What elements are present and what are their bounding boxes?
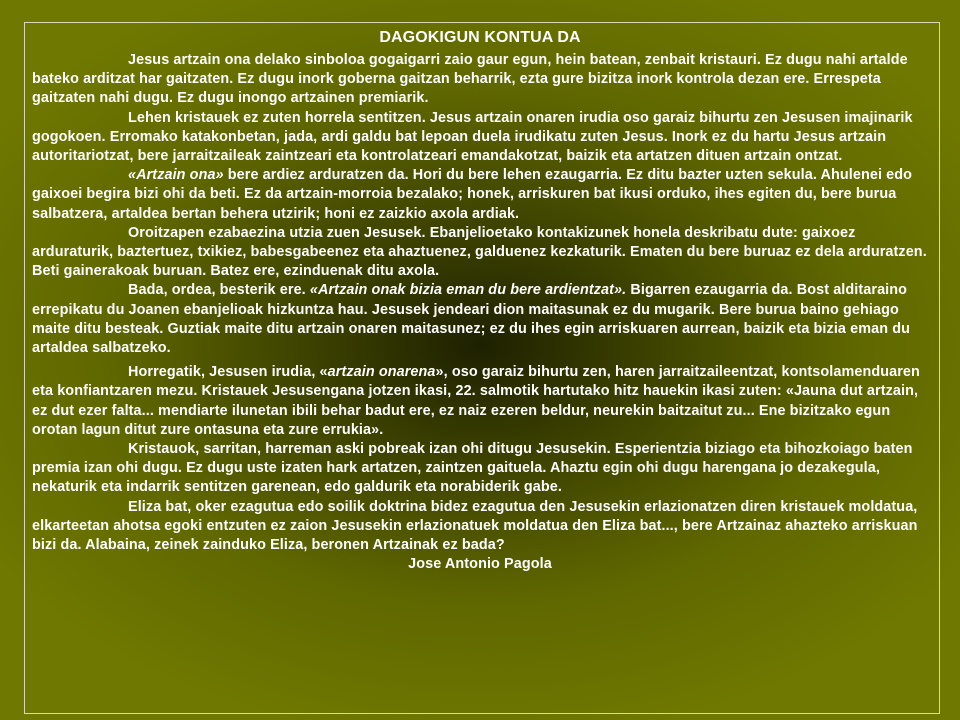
- paragraph-5-quote: «Artzain onak bizia eman du bere ardientzat».: [309, 282, 627, 299]
- paragraph-1: Jesus artzain ona delako sinboloa gogaigarri zaio gaur egun, hein batean, zenbait kristauri. Ez dugu nahi artalde bateko arditzat har gaitzaten. Ez dugu inork goberna gaitzan beharrik, ezta gure bizitza inork kontrola dezan ere. Errespeta gaitzaten nahi dugu. Ez dugu inongo artzainen premiarik.: [32, 52, 908, 107]
- paragraph-8: Eliza bat, oker ezagutua edo soilik doktrina bidez ezagutua den Jesusekin erlazionatzen diren kristauek moldatua, elkarteetan ahotsa egoki entzuten ez zaion Jesusekin erlazionatuek moldatua den Eliza bat..., bere Artzainaz ahazteko arriskuan bizi da. Alabaina, zeinek zainduko Eliza, beronen Artzainak ez bada?: [32, 498, 918, 554]
- paragraph-3-quote: «Artzain ona»: [128, 167, 224, 184]
- paragraph-3: [32, 166, 928, 224]
- paragraph-5: [32, 281, 928, 358]
- paragraph-6: [32, 363, 928, 440]
- author-signature: Jose Antonio Pagola: [408, 556, 552, 573]
- paragraph-5-start: Bada, ordea, besterik ere.: [128, 282, 310, 299]
- article: [32, 27, 928, 574]
- paragraph-2: Lehen kristauek ez zuten horrela sentitzen. Jesus artzain onaren irudia oso garaiz bihurtu zen Jesusen imajinarik gogokoen. Erromako katakonbetan, jada, ardi galdu bat lepoan duela irudikatu zuten Jesus. Inork ez du hartu Jesus artzain autoritariotzat, bere jarraitzaileak zaintzeari eta kontrolatzeari emandakotzat, baizik eta artatzen dituen artzain ontzat.: [32, 109, 913, 165]
- paragraph-4: Oroitzapen ezabaezina utzia zuen Jesusek. Ebanjelioetako kontakizunek honela deskribatu dute: gaixoez arduraturik, baztertuez, txikiez, babesgabeenez eta ahaztuenez, galduenez kezkaturik. Ematen du bere buruaz ez dela arduratzen. Beti gainerakoak buruan. Batez ere, ezinduenak ditu axola.: [32, 224, 927, 280]
- paragraph-6-text: », oso garaiz bihurtu zen, haren jarraitzaileentzat, kontsolamenduaren eta konfiantzaren mezu. Kristauek Jesusengana jotzen ikasi, 22. salmotik hartutako hitz hauekin ikasi zuten: «Jauna dut artzain, ez dut ezer falta... mendiarte ilunetan ibili behar badut ere, ez naiz ezeren beldur, neurekin baitzaitut zu... Ene bizitzako egun orotan lagun ditut zure ontasuna eta zure errukia».: [32, 364, 920, 438]
- paragraph-3-text: bere ardiez arduratzen da. Hori du bere lehen ezaugarria. Ez ditu bazter uzten sekula. Ahulenei edo gaixoei begira bizi ohi da beti. Ez da artzain-morroia bezalako; honek, arriskuren bat ikusi orduko, ihes egiten du, bere burua salbatzera, artaldea bertan behera utzirik; honi ez zaizkio axola ardiak.: [32, 167, 913, 222]
- article-title: DAGOKIGUN KONTUA DA: [379, 29, 581, 46]
- paragraph-5-text: Bigarren ezaugarria da. Bost alditaraino errepikatu du Joanen ebanjelioak hizkuntza hau. Jesusek jendeari dion maitasunak ez du mugarik. Bere burua baino gehiago maite ditu besteak. Guztiak maite ditu artzain onaren maitasunez; ez du ihes egin arriskuaren aurrean, baizik eta bizia eman du artaldea salbatzeko.: [32, 282, 910, 357]
- paragraph-6-start: Horregatik, Jesusen irudia, «: [128, 364, 328, 381]
- paragraph-6-quote: artzain onarena: [327, 364, 436, 381]
- paragraph-7: Kristauok, sarritan, harreman aski pobreak izan ohi ditugu Jesusekin. Esperientzia biziago eta bihozkoiago baten premia izan ohi dugu. Ez dugu uste izaten hark artatzen, zaintzen gaituela. Ahaztu egin ohi dugu harengana jo dezakegula, nekaturik eta indarrik sentitzen garenean, edo galdurik eta norabiderik gabe.: [32, 441, 913, 496]
